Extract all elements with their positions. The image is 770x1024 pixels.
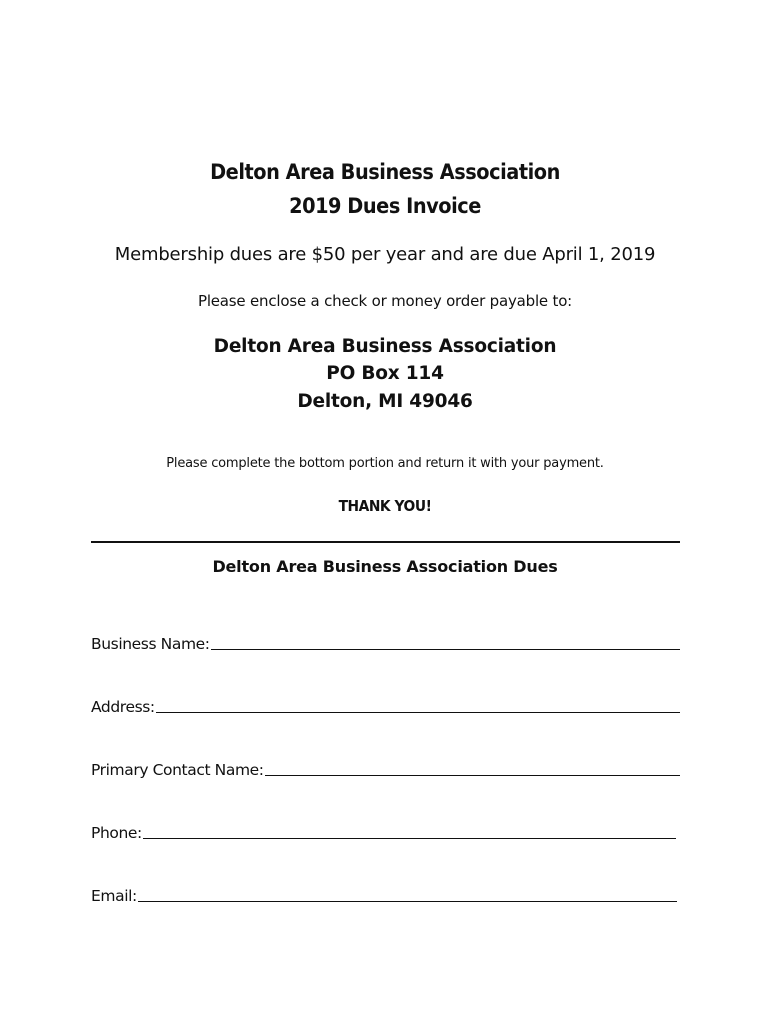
- payee-name: Delton Area Business Association: [213, 336, 557, 357]
- email-input-line[interactable]: [138, 882, 677, 902]
- business-name-field[interactable]: [91, 630, 680, 654]
- address-label: Address:: [91, 698, 155, 716]
- primary-contact-name-field[interactable]: [91, 756, 680, 780]
- document-subtitle: 2019 Dues Invoice: [289, 194, 481, 218]
- document-title: Delton Area Business Association: [210, 160, 560, 184]
- dues-statement: Membership dues are $50 per year and are due April 1, 2019: [114, 244, 656, 265]
- email-field[interactable]: [91, 882, 677, 906]
- address-input-line[interactable]: [156, 693, 680, 713]
- phone-label: Phone:: [91, 824, 142, 842]
- business-name-input-line[interactable]: [211, 630, 680, 650]
- address-field[interactable]: [91, 693, 680, 717]
- email-label: Email:: [91, 887, 137, 905]
- phone-field[interactable]: [91, 819, 676, 843]
- form-title: Delton Area Business Association Dues: [212, 557, 558, 576]
- payee-city-state-zip: Delton, MI 49046: [297, 391, 473, 412]
- primary-contact-name-input-line[interactable]: [265, 756, 680, 776]
- section-divider: [91, 541, 680, 543]
- primary-contact-name-label: Primary Contact Name:: [91, 761, 264, 779]
- thank-you-text: THANK YOU!: [338, 497, 432, 515]
- return-instruction: Please complete the bottom portion and return it with your payment.: [166, 456, 604, 471]
- phone-input-line[interactable]: [143, 819, 676, 839]
- payment-instruction: Please enclose a check or money order payable to:: [197, 292, 573, 310]
- payee-po-box: PO Box 114: [326, 363, 444, 384]
- business-name-label: Business Name:: [91, 635, 210, 653]
